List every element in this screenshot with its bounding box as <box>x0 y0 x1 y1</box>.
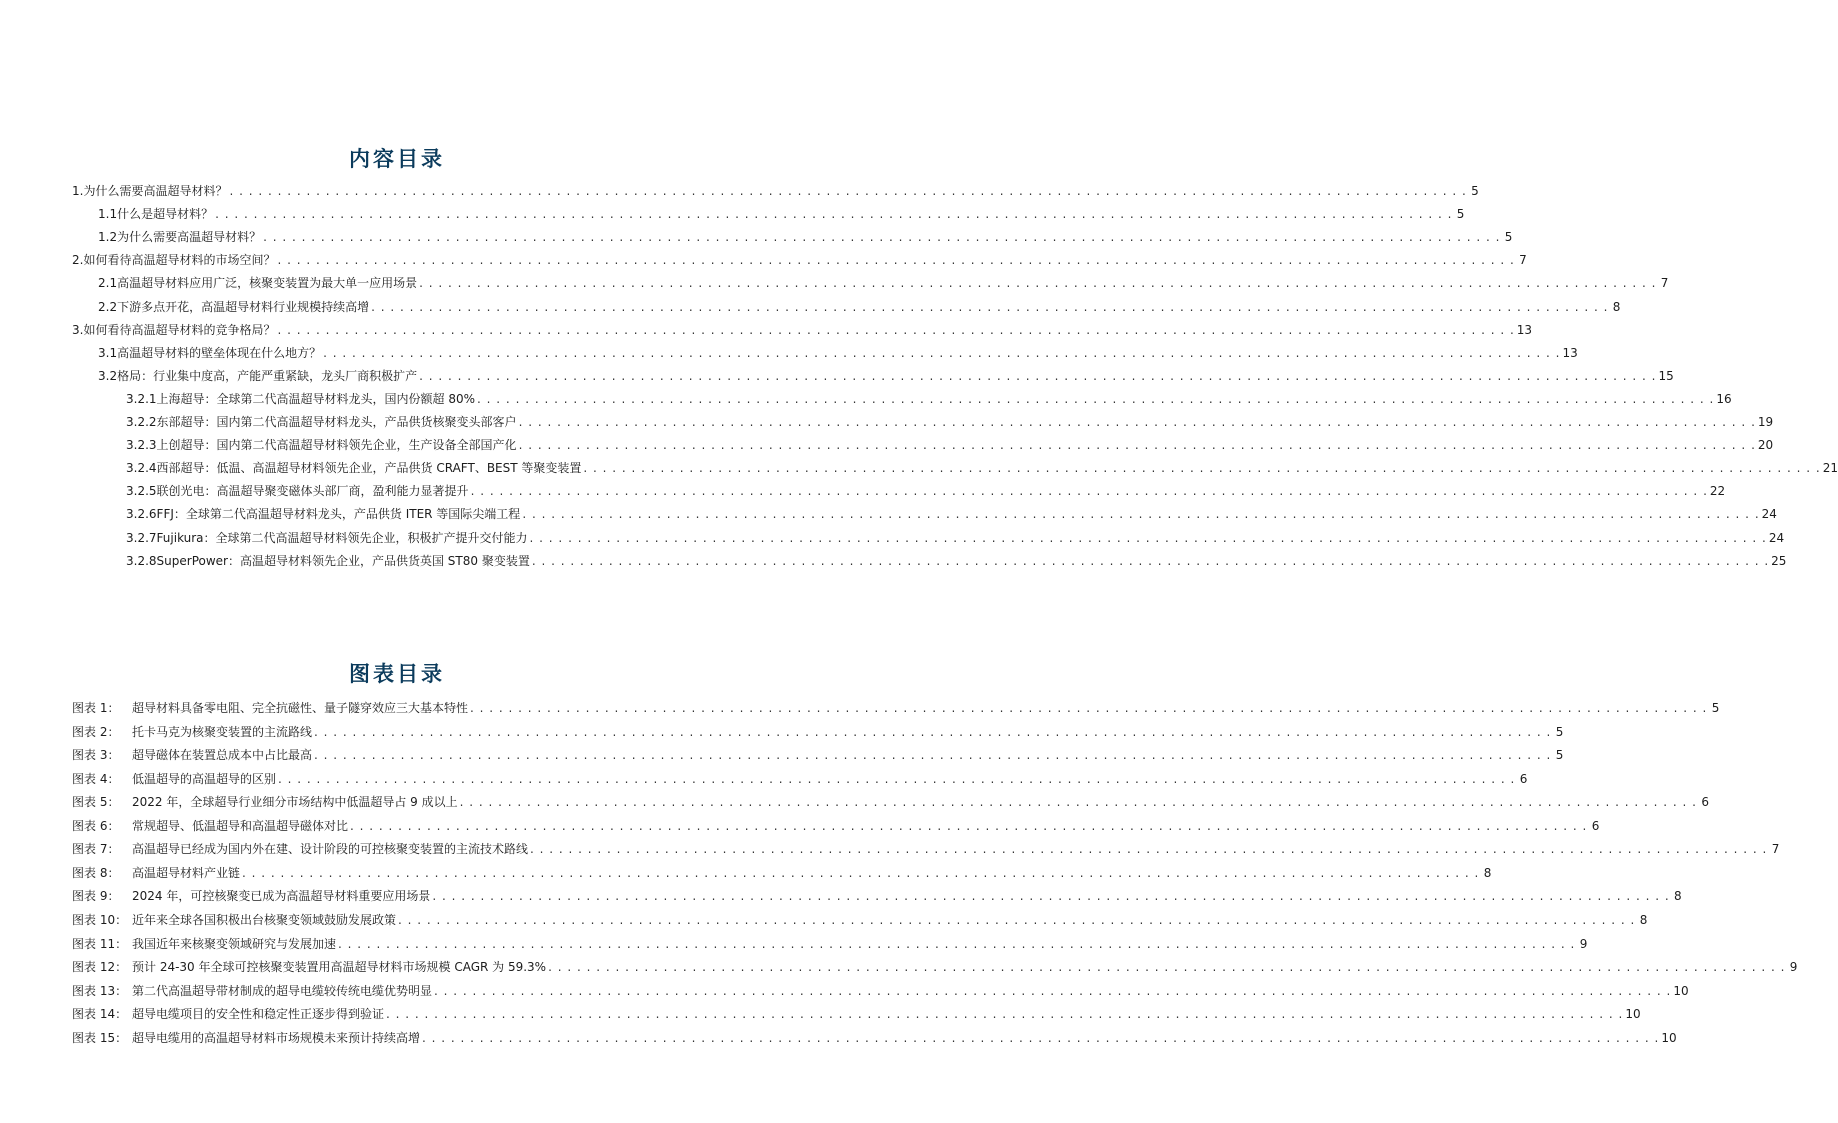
leader-dots <box>215 206 1452 222</box>
leader-dots <box>371 299 1608 315</box>
toc-entry-page: 5 <box>1456 207 1465 222</box>
toc-entry-page: 16 <box>1716 391 1732 406</box>
figures-entry[interactable] <box>72 794 1709 810</box>
toc-entry-text: 下游多点开花，高温超导材料行业规模持续高增 <box>117 299 370 314</box>
figures-entry[interactable] <box>72 936 1588 952</box>
figures-entry-text: 超导电缆用的高温超导材料市场规模未来预计持续高增 <box>132 1030 421 1045</box>
toc-entry-page: 25 <box>1771 553 1787 568</box>
toc-entry-number: 2.1 <box>98 276 118 291</box>
figures-entry[interactable] <box>72 818 1600 834</box>
leader-dots <box>398 912 1635 928</box>
figures-entry-page: 6 <box>1701 795 1709 810</box>
toc-entry[interactable] <box>72 252 1527 268</box>
toc-entry[interactable] <box>72 183 1479 199</box>
figures-entry-number: 图表 1： <box>72 701 120 715</box>
toc-entry[interactable] <box>126 530 1785 546</box>
toc-entry-number: 3.2.2 <box>126 415 157 429</box>
figures-entry-page: 10 <box>1661 1030 1677 1045</box>
toc-entry-text: FFJ：全球第二代高温超导材料龙头，产品供货 ITER 等国际尖端工程 <box>156 507 521 522</box>
leader-dots <box>422 1030 1659 1046</box>
figures-entry-text: 超导电缆项目的安全性和稳定性正逐步得到验证 <box>132 1007 385 1022</box>
leader-dots <box>548 959 1785 975</box>
toc-entry-number: 3.1 <box>98 345 118 360</box>
toc-entry-page: 13 <box>1516 322 1533 337</box>
toc-entry-page: 8 <box>1612 299 1621 314</box>
leader-dots <box>350 818 1587 834</box>
toc-entry-number: 3.2.1 <box>126 391 157 406</box>
toc-entry-text: 高温超导材料的壁垒体现在什么地方？ <box>117 345 322 360</box>
figures-entry-number: 图表 13： <box>72 983 128 998</box>
toc-entry-number: 3.2.3 <box>126 438 157 453</box>
figures-entry[interactable] <box>72 959 1798 975</box>
figures-entry[interactable] <box>72 747 1564 763</box>
figures-entry-text: 我国近年来核聚变领域研究与发展加速 <box>132 936 337 951</box>
figures-entry-page: 9 <box>1789 960 1798 975</box>
leader-dots <box>419 275 1656 291</box>
toc-entry-page: 24 <box>1761 507 1777 522</box>
figures-title: 图表目录 <box>349 661 445 686</box>
toc-entry-number: 3. <box>72 322 84 337</box>
figures-entry-number: 图表 15： <box>72 1030 128 1045</box>
leader-dots <box>278 771 1515 787</box>
figures-entry[interactable] <box>72 700 1720 716</box>
figures-entry-text: 高温超导已经成为国内外在建、设计阶段的可控核聚变装置的主流技术路线 <box>132 842 529 857</box>
figures-entry-number: 图表 6： <box>72 818 120 833</box>
figures-entry-text: 第二代高温超导带材制成的超导电缆较传统电缆优势明显 <box>132 983 433 998</box>
toc-entry-text: 联创光电：高温超导聚变磁体头部厂商，盈利能力显著提升 <box>156 484 469 499</box>
leader-dots <box>314 747 1551 763</box>
toc-entry-text: Fujikura：全球第二代高温超导材料领先企业，积极扩产提升交付能力 <box>156 530 528 545</box>
leader-dots <box>434 983 1671 999</box>
toc-entry-text: SuperPower：高温超导材料领先企业，产品供货英国 ST80 聚变装置 <box>156 553 530 568</box>
figures-entry-number: 图表 4： <box>72 771 120 786</box>
toc-entry[interactable] <box>126 437 1774 453</box>
toc-entry[interactable] <box>126 460 1838 476</box>
toc-entry-number: 3.2.6 <box>126 507 157 522</box>
figures-entry-page: 5 <box>1555 748 1564 763</box>
toc-entry-text: 西部超导：低温、高温超导材料领先企业，产品供货 CRAFT、BEST 等聚变装置 <box>156 461 582 476</box>
figures-entry-page: 7 <box>1771 842 1780 857</box>
toc-entry-text: 如何看待高温超导材料的竞争格局？ <box>83 322 276 337</box>
figures-entry-text: 常规超导、低温超导和高温超导磁体对比 <box>132 818 349 833</box>
toc-entry-text: 上海超导：全球第二代高温超导材料龙头，国内份额超 80% <box>156 391 476 406</box>
figures-entry-number: 图表 3： <box>72 748 120 763</box>
figures-entry-number: 图表 7： <box>72 842 120 857</box>
figures-entry-page: 10 <box>1673 983 1689 998</box>
leader-dots <box>477 391 1714 407</box>
toc-entry-number: 2.2 <box>98 299 118 314</box>
leader-dots <box>460 794 1697 810</box>
toc-entry-page: 22 <box>1709 484 1726 499</box>
toc-entry[interactable] <box>98 345 1578 361</box>
leader-dots <box>432 888 1669 904</box>
toc-entry-number: 3.2.8 <box>126 553 157 568</box>
figures-entry-number: 图表 11： <box>72 936 128 951</box>
toc-entry-page: 7 <box>1519 253 1527 268</box>
toc-entry-text: 什么是超导材料？ <box>117 207 214 222</box>
toc-entry-page: 5 <box>1504 230 1513 245</box>
leader-dots <box>532 553 1769 569</box>
toc-entry-text: 上创超导：国内第二代高温超导材料领先企业，生产设备全部国产化 <box>156 438 517 453</box>
toc-entry[interactable] <box>98 299 1621 315</box>
toc-entry[interactable] <box>98 368 1674 384</box>
toc-entry-number: 3.2.5 <box>126 484 157 499</box>
figures-entry-text: 超导材料具备零电阻、完全抗磁性、量子隧穿效应三大基本特性 <box>132 701 469 715</box>
figures-entry-text: 2024 年，可控核聚变已成为高温超导材料重要应用场景 <box>132 889 431 904</box>
figures-entry-page: 5 <box>1555 724 1564 739</box>
toc-entry-text: 高温超导材料应用广泛，核聚变装置为最大单一应用场景 <box>117 276 418 291</box>
figures-entry[interactable] <box>72 724 1564 740</box>
toc-entry-number: 3.2.7 <box>126 530 157 545</box>
leader-dots <box>263 229 1500 245</box>
figures-entry-number: 图表 8： <box>72 865 120 880</box>
toc-entry-page: 21 <box>1822 461 1838 476</box>
leader-dots <box>338 936 1575 952</box>
toc-entry[interactable] <box>126 553 1787 569</box>
figures-entry[interactable] <box>72 1030 1677 1046</box>
figures-entry-number: 图表 14： <box>72 1007 128 1022</box>
figures-entry-number: 图表 2： <box>72 724 120 739</box>
toc-title: 内容目录 <box>349 146 445 171</box>
leader-dots <box>519 437 1756 453</box>
leader-dots <box>277 322 1514 338</box>
leader-dots <box>522 506 1759 522</box>
toc-entry[interactable] <box>98 275 1669 291</box>
toc-entry-page: 15 <box>1658 368 1674 383</box>
toc-entry-number: 3.2.4 <box>126 461 157 476</box>
figures-entry[interactable] <box>72 983 1689 999</box>
figures-entry-text: 近年来全球各国积极出台核聚变领域鼓励发展政策 <box>132 912 397 927</box>
toc-entry-text: 如何看待高温超导材料的市场空间？ <box>83 253 276 268</box>
toc-entry-text: 格局：行业集中度高，产能严重紧缺，龙头厂商积极扩产 <box>117 368 418 383</box>
figures-entry[interactable] <box>72 865 1492 881</box>
leader-dots <box>277 252 1514 268</box>
figures-entry[interactable] <box>72 888 1682 904</box>
figures-entry[interactable] <box>72 841 1780 857</box>
toc-entry-text: 为什么需要高温超导材料？ <box>117 230 262 245</box>
toc-entry-number: 1. <box>72 184 84 198</box>
toc-entry-number: 2. <box>72 253 84 268</box>
leader-dots <box>583 460 1820 476</box>
toc-entry[interactable] <box>126 506 1777 522</box>
figures-entry-page: 9 <box>1579 936 1588 951</box>
toc-entry-number: 1.1 <box>98 207 118 222</box>
toc-entry[interactable] <box>72 322 1533 338</box>
leader-dots <box>314 724 1551 740</box>
figures-entry-page: 6 <box>1591 818 1600 833</box>
toc-entry-page: 5 <box>1471 184 1479 198</box>
leader-dots <box>229 183 1466 199</box>
toc-entry-page: 7 <box>1660 276 1669 291</box>
leader-dots <box>386 1006 1623 1022</box>
toc-entry-page: 19 <box>1757 415 1774 429</box>
toc-entry[interactable] <box>98 206 1465 222</box>
leader-dots <box>242 865 1479 881</box>
figures-entry-page: 6 <box>1519 771 1528 786</box>
toc-entry[interactable] <box>126 391 1732 407</box>
figures-entry[interactable] <box>72 912 1648 928</box>
leader-dots <box>471 483 1708 499</box>
figures-entry-page: 10 <box>1625 1007 1641 1022</box>
leader-dots <box>323 345 1560 361</box>
toc-entry-text: 东部超导：国内第二代高温超导材料龙头，产品供货核聚变头部客户 <box>156 415 517 429</box>
toc-entry-number: 3.2 <box>98 368 118 383</box>
leader-dots <box>519 414 1756 430</box>
toc-entry-page: 20 <box>1757 438 1774 453</box>
leader-dots <box>530 841 1767 857</box>
figures-entry-number: 图表 10： <box>72 912 128 927</box>
figures-entry-number: 图表 9： <box>72 889 120 904</box>
figures-entry-text: 超导磁体在装置总成本中占比最高 <box>132 748 313 763</box>
toc-entry[interactable] <box>126 414 1774 430</box>
figures-entry-text: 低温超导的高温超导的区别 <box>132 771 277 786</box>
figures-entry-page: 5 <box>1711 701 1720 715</box>
figures-entry-number: 图表 12： <box>72 960 128 975</box>
figures-entry-text: 托卡马克为核聚变装置的主流路线 <box>132 724 313 739</box>
figures-entry-page: 8 <box>1674 889 1682 904</box>
toc-entry-page: 13 <box>1562 345 1578 360</box>
leader-dots <box>530 530 1767 546</box>
toc-entry-number: 1.2 <box>98 230 118 245</box>
figures-entry-text: 高温超导材料产业链 <box>132 865 241 880</box>
toc-entry[interactable] <box>126 483 1726 499</box>
figures-entry-page: 8 <box>1483 865 1492 880</box>
figures-entry-text: 2022 年，全球超导行业细分市场结构中低温超导占 9 成以上 <box>132 795 458 810</box>
leader-dots <box>470 700 1707 716</box>
figures-entry-text: 预计 24-30 年全球可控核聚变装置用高温超导材料市场规模 CAGR 为 59.3% <box>132 960 547 975</box>
figures-entry[interactable] <box>72 771 1528 787</box>
toc-entry-text: 为什么需要高温超导材料？ <box>83 184 228 198</box>
leader-dots <box>419 368 1656 384</box>
figures-entry[interactable] <box>72 1006 1641 1022</box>
toc-entry-page: 24 <box>1768 530 1785 545</box>
figures-entry-page: 8 <box>1639 912 1648 927</box>
figures-entry-number: 图表 5： <box>72 795 120 810</box>
toc-entry[interactable] <box>98 229 1513 245</box>
